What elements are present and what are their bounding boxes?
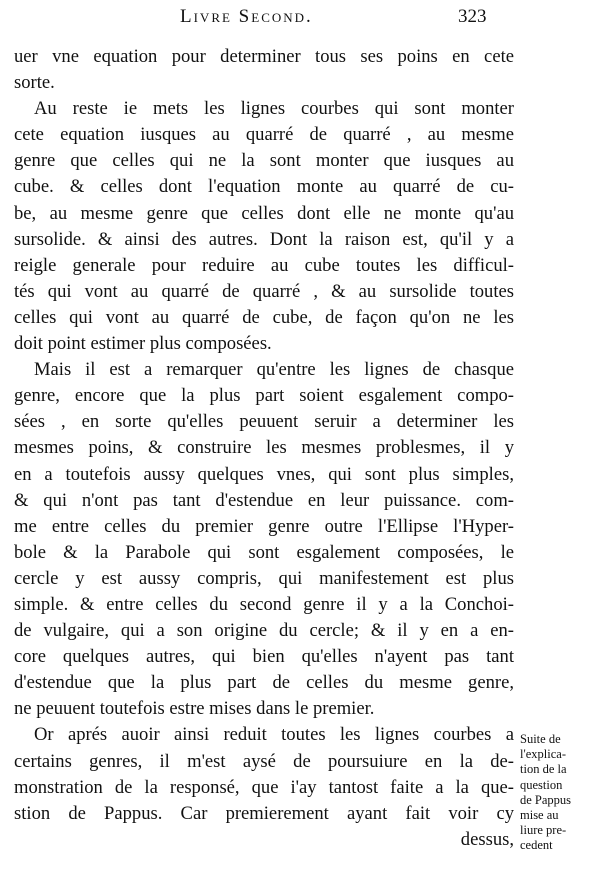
running-head xyxy=(0,2,599,32)
text-line: cube. & celles dont l'equation monte au quarré de cu- xyxy=(14,176,514,198)
text-line: be, au mesme genre que celles dont elle ne monte qu'au xyxy=(14,202,514,224)
text-line: & qui n'ont pas tant d'estendue en leur puissance. com- xyxy=(14,489,514,511)
margin-note-line: question xyxy=(520,777,563,792)
text-line: simple. & entre celles du second genre il y a la Conchoi- xyxy=(14,593,514,615)
text-line: sursolide. & ainsi des autres. Dont la raison est, qu'il y a xyxy=(14,228,514,250)
text-line: en a toutefois aussy quelques vnes, qui sont plus simples, xyxy=(14,463,514,485)
text-line: stion de Pappus. Car premierement ayant fait voir cy xyxy=(14,802,514,824)
margin-note-line: Suite de xyxy=(520,732,561,746)
text-line: genre que celles qui ne la sont monter que iusques au xyxy=(14,150,514,172)
text-line: certains genres, il m'est aysé de poursuiure en la de- xyxy=(14,750,514,772)
page-number: 323 xyxy=(458,6,487,27)
body-text xyxy=(14,44,514,853)
text-line: genre, encore que la plus part soient esgalement compo- xyxy=(14,385,514,407)
margin-note-line: de Pappus xyxy=(520,792,572,807)
text-line: Mais il est a remarquer qu'entre les lignes de chasque xyxy=(34,359,514,381)
margin-note-line: cedent xyxy=(520,838,553,853)
text-line: reigle generale pour reduire au cube toutes les difficul- xyxy=(14,254,514,276)
text-line: me entre celles du premier genre outre l'Ellipse l'Hyper- xyxy=(14,515,514,537)
text-line: Or aprés auoir ainsi reduit toutes les lignes courbes a xyxy=(34,724,514,746)
margin-note xyxy=(520,732,596,854)
text-line: bole & la Parabole qui sont esgalement composées, le xyxy=(14,541,514,563)
text-line: ne peuuent toutefois estre mises dans le premier. xyxy=(14,698,375,720)
text-line: mesmes poins, & construire les mesmes problesmes, il y xyxy=(14,437,514,459)
text-line: core quelques autres, qui bien qu'elles n'ayent pas tant xyxy=(14,646,514,668)
text-line: dessus, xyxy=(460,828,514,850)
text-line: d'estendue que la plus part de celles du mesme genre, xyxy=(14,672,514,694)
text-line: cete equation iusques au quarré de quarré , au mesme xyxy=(14,124,514,146)
text-line: doit point estimer plus composées. xyxy=(14,333,272,355)
margin-note-line: l'explica- xyxy=(520,747,566,762)
margin-note-line: liure pre- xyxy=(520,823,567,838)
margin-note-line: mise au xyxy=(520,808,559,823)
text-line: de vulgaire, qui a son origine du cercle; & il y en a en- xyxy=(14,620,514,642)
text-line: Au reste ie mets les lignes courbes qui sont monter xyxy=(34,98,514,120)
text-line: monstration de la responsé, que i'ay tantost faite a la que- xyxy=(14,776,514,798)
text-line: celles qui vont au quarré de cube, de façon qu'on ne les xyxy=(14,306,514,328)
text-line: tés qui vont au quarré de quarré , & au sursolide toutes xyxy=(14,280,514,302)
text-line: cercle y est aussy compris, qui manifestement est plus xyxy=(14,567,514,589)
text-line: sorte. xyxy=(14,72,55,94)
margin-note-line: tion de la xyxy=(520,762,567,777)
running-title: Livre Second. xyxy=(180,6,313,27)
text-line: uer vne equation pour determiner tous ses poins en cete xyxy=(14,46,514,67)
text-line: sées , en sorte qu'elles peuuent seruir a determiner les xyxy=(14,411,514,433)
